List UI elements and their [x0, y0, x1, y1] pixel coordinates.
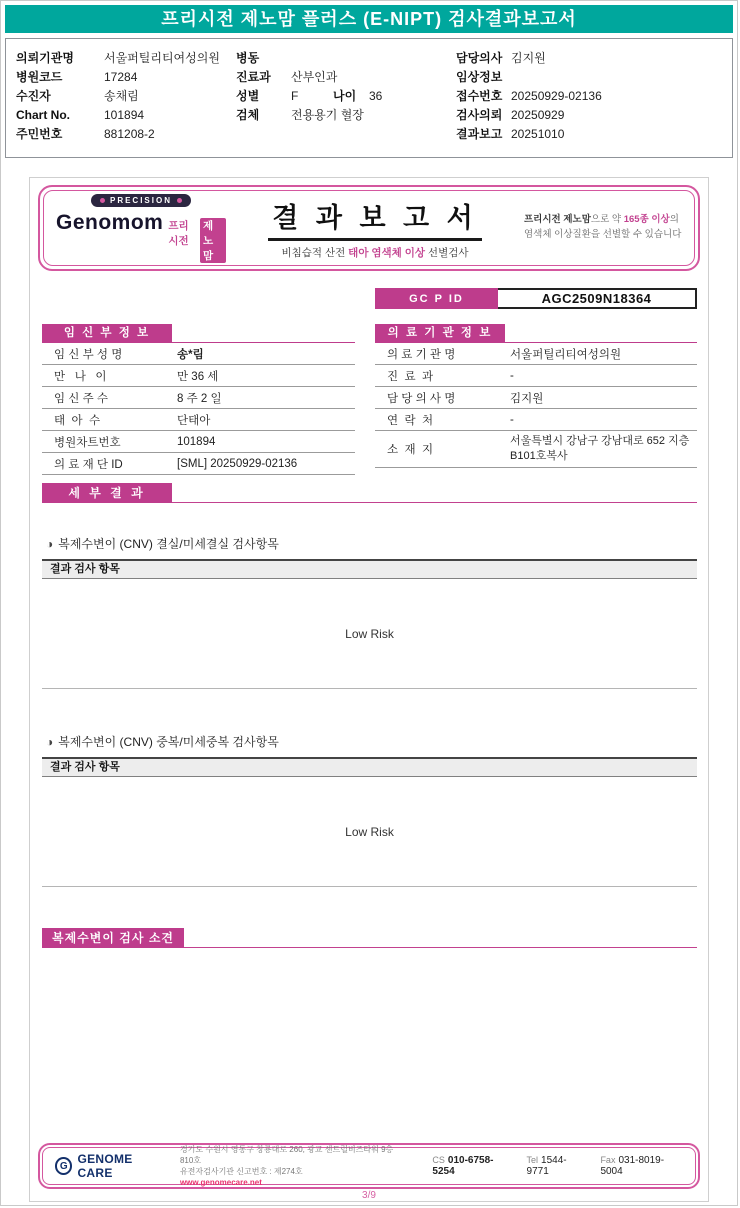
- patient-col-middle: [236, 48, 382, 124]
- precision-text: PRECISION: [109, 195, 172, 205]
- website-link[interactable]: www.genomecare.net: [179, 1178, 262, 1188]
- field-label: 검체: [236, 108, 260, 122]
- row-label: 만 나 이: [54, 370, 107, 383]
- field-label: 나이: [333, 89, 357, 103]
- field-value: 김지원: [511, 51, 546, 65]
- table-row: [375, 409, 697, 431]
- field-report-date: [456, 124, 602, 143]
- field-label: 주민번호: [16, 127, 63, 141]
- footer-inner: [42, 1144, 696, 1188]
- row-label: 병원차트번호: [54, 436, 121, 449]
- brand-name: Genomom: [56, 210, 164, 234]
- row-label: 임 신 부 성 명: [54, 348, 123, 361]
- field-hospital-code: [16, 67, 220, 86]
- genomom-logo: [56, 194, 226, 263]
- detail-section-bar: [42, 483, 697, 503]
- field-value: 101894: [104, 107, 145, 122]
- field-sex-age: [236, 86, 382, 105]
- field-order-date: [456, 105, 602, 124]
- genome-care-logo-icon: G: [55, 1157, 72, 1175]
- row-value: -: [510, 369, 514, 382]
- dot-icon: [177, 198, 182, 203]
- field-value: 송채림: [104, 89, 139, 103]
- field-department: [236, 67, 382, 86]
- field-label: 결과보고: [456, 127, 503, 141]
- patient-col-right: [456, 48, 602, 143]
- field-label: 성별: [236, 89, 260, 103]
- result-value: Low Risk: [42, 579, 697, 689]
- fax-contact: [600, 1155, 683, 1177]
- table-row: [375, 365, 697, 387]
- half-circle-icon: ◑: [46, 734, 54, 749]
- tagline-text: 으로 약: [590, 214, 624, 226]
- field-label: 병원코드: [16, 70, 63, 84]
- brand-sub-badge: 제노맘: [200, 218, 226, 263]
- report-subtitle: [226, 245, 524, 260]
- row-value: 101894: [177, 435, 216, 448]
- report-main-title: 결 과 보 고 서: [268, 196, 481, 241]
- field-value: 산부인과: [291, 70, 338, 84]
- table-row: [375, 387, 697, 409]
- row-label: 태 아 수: [54, 414, 101, 427]
- brand-sub-korean: 프리시전: [168, 219, 189, 247]
- table-row: [42, 365, 355, 387]
- row-label: 진 료 과: [387, 370, 434, 383]
- field-value: 전용용기 혈장: [291, 108, 364, 122]
- brand-row: [56, 211, 226, 263]
- mother-info-head: [42, 324, 355, 343]
- row-label: 의 료 재 단 ID: [54, 458, 123, 471]
- genome-care-logo: [55, 1152, 168, 1180]
- patient-col-left: [16, 48, 220, 143]
- report-title-block: [226, 196, 524, 260]
- field-specimen: [236, 105, 382, 124]
- field-value: 17284: [104, 69, 138, 84]
- row-value: 송*림: [177, 348, 204, 361]
- tagline-line2: 염색체 이상질환을 선별할 수 있습니다: [524, 229, 682, 240]
- address-line-1: 경기도 수원시 영통구 창룡대로 260, 광교 센트럴비즈타워 9층 810호: [179, 1144, 394, 1165]
- genome-care-logo-text: GENOME CARE: [77, 1152, 133, 1180]
- tagline-brand: 프리시전 제노맘: [524, 214, 591, 226]
- detail-section-badge: 세 부 결 과: [42, 483, 172, 503]
- row-value: 서울퍼틸리티여성의원: [510, 348, 622, 361]
- row-value: 만 36 세: [177, 370, 219, 383]
- field-value: F: [291, 88, 299, 103]
- field-clinical-info: [456, 67, 602, 86]
- report-tagline: [524, 213, 682, 242]
- field-label: Chart No.: [16, 107, 70, 122]
- row-value: 서울특별시 강남구 강남대로 652 지층 B101호복사: [510, 435, 690, 462]
- cs-contact: [432, 1155, 512, 1177]
- result-table-header: 결과 검사 항목: [42, 757, 697, 777]
- field-value: 20251010: [511, 126, 565, 141]
- mother-info-table: [42, 324, 355, 475]
- table-row: [42, 343, 355, 365]
- contact-label: Fax: [600, 1155, 616, 1165]
- field-patient-name: [16, 86, 220, 105]
- field-value: 881208-2: [104, 126, 155, 141]
- cnv-section-label: 복제수변이 (CNV) 결실/미세결실 검사항목: [58, 537, 279, 551]
- field-value: 36: [369, 88, 383, 103]
- result-value: Low Risk: [42, 777, 697, 887]
- precision-badge: [91, 194, 191, 207]
- table-row: [42, 453, 355, 475]
- clinic-info-table: [375, 324, 697, 468]
- row-label: 소 재 지: [387, 444, 434, 456]
- page-number: 3/9: [362, 1190, 376, 1201]
- field-resident-id: [16, 124, 220, 143]
- contact-label: Tel: [526, 1155, 539, 1165]
- clinic-info-badge: 의 료 기 관 정 보: [375, 324, 505, 343]
- contact-label: CS: [432, 1155, 445, 1165]
- opinion-section-bar: [42, 928, 697, 948]
- subtitle-highlight: 태아 염색체 이상: [348, 247, 426, 259]
- contact-value: 010-6758-5254: [432, 1155, 494, 1177]
- table-row: [375, 343, 697, 365]
- report-page: [29, 177, 709, 1202]
- footer-box: [38, 1143, 700, 1189]
- field-label: 검사의뢰: [456, 108, 503, 122]
- table-row: [375, 431, 697, 468]
- report-header-box: [38, 185, 700, 271]
- result-table-header: 결과 검사 항목: [42, 559, 697, 579]
- footer-address: [180, 1144, 408, 1189]
- row-label: 담 당 의 사 명: [387, 392, 456, 405]
- half-circle-icon: ◑: [46, 536, 54, 551]
- patient-header: [5, 38, 733, 158]
- field-ward: [236, 48, 382, 67]
- report-header-inner: [43, 190, 695, 266]
- field-label: 병동: [236, 51, 260, 65]
- contact-value: 1544-9771: [526, 1155, 567, 1177]
- field-chart-no: [16, 105, 220, 124]
- field-label: 접수번호: [456, 89, 503, 103]
- tagline-highlight: 165종 이상: [623, 214, 670, 226]
- field-referring-org: [16, 48, 220, 67]
- dot-icon: [100, 198, 105, 203]
- row-label: 연 락 처: [387, 414, 434, 427]
- field-doctor: [456, 48, 602, 67]
- field-label: 의뢰기관명: [16, 51, 74, 65]
- field-label: 수진자: [16, 89, 51, 103]
- subtitle-suffix: 선별검사: [425, 247, 469, 259]
- row-value: [SML] 20250929-02136: [177, 457, 298, 470]
- mother-info-badge: 임 신 부 정 보: [42, 324, 172, 343]
- footer-contacts: [432, 1155, 683, 1177]
- tagline-suffix: 의: [669, 214, 679, 226]
- gcp-id-value: AGC2509N18364: [498, 288, 697, 309]
- field-value: 서울퍼틸리티여성의원: [104, 51, 220, 65]
- field-receipt-no: [456, 86, 602, 105]
- table-row: [42, 387, 355, 409]
- contact-value: 031-8019-5004: [600, 1155, 665, 1177]
- subtitle-prefix: 비침습적 산전: [281, 247, 349, 259]
- gcp-id-label: GC P ID: [375, 288, 498, 309]
- table-row: [42, 409, 355, 431]
- field-label: 임상정보: [456, 70, 503, 84]
- report-title-bar: 프리시전 제노맘 플러스 (E-NIPT) 검사결과보고서: [5, 5, 733, 33]
- table-row: [42, 431, 355, 453]
- opinion-section-badge: 복제수변이 검사 소견: [42, 928, 184, 948]
- cnv-deletion-title: [46, 535, 279, 552]
- cnv-section-label: 복제수변이 (CNV) 중복/미세중복 검사항목: [58, 735, 279, 749]
- field-value: 20250929: [511, 107, 565, 122]
- field-label: 담당의사: [456, 51, 503, 65]
- field-label: 진료과: [236, 70, 271, 84]
- row-label: 임 신 주 수: [54, 392, 109, 405]
- address-line-2: 유전자검사기관 신고번호 : 제274호: [179, 1167, 303, 1176]
- tel-contact: [527, 1155, 587, 1177]
- clinic-info-head: [375, 324, 697, 343]
- row-value: 8 주 2 일: [177, 392, 222, 405]
- cnv-duplication-title: [46, 733, 279, 750]
- row-value: -: [510, 413, 514, 426]
- row-value: 김지원: [510, 392, 544, 405]
- row-value: 단태아: [177, 414, 211, 427]
- field-value: 20250929-02136: [511, 88, 602, 103]
- gcp-id-row: [375, 288, 697, 309]
- row-label: 의 료 기 관 명: [387, 348, 456, 361]
